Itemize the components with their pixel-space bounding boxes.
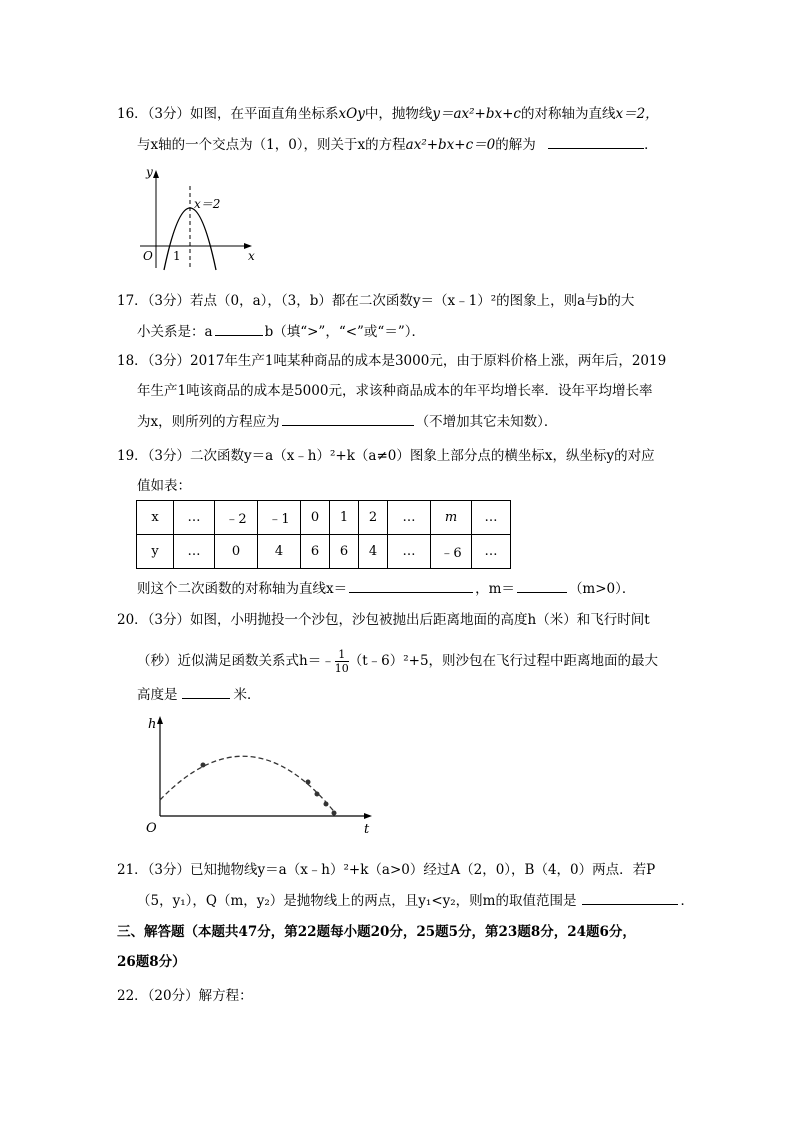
section3-heading-line1: 三、解答题（本题共47分，第22题每小题20分，25题5分，第23题8分，24题6分， (117, 924, 636, 940)
q16-x-label: x (248, 249, 255, 263)
q20-data-point (315, 792, 320, 797)
table-cell: x (137, 501, 174, 535)
table-cell: 0 (215, 535, 258, 569)
q19-line1: 19．（3分）二次函数y＝a（x﹣h）²+k（a≠0）图象上部分点的横坐标x，纵坐标y的对应 (117, 448, 655, 464)
table-cell: ﹣6 (431, 535, 472, 569)
table-cell: 6 (330, 535, 359, 569)
table-cell: … (174, 501, 215, 535)
table-cell: … (388, 501, 431, 535)
q16-one-label: 1 (173, 249, 181, 263)
q16-line2: 与x轴的一个交点为（1，0），则关于x的方程ax²+bx+c＝0的解为 ． (137, 134, 658, 155)
table-cell: 6 (301, 535, 330, 569)
table-cell: … (472, 501, 511, 535)
table-cell: m (431, 501, 472, 535)
table-cell: y (137, 535, 174, 569)
table-cell: … (472, 535, 511, 569)
q17-line1: 17．（3分）若点（0，a），（3，b）都在二次函数y＝（x﹣1）²的图象上，则a与b的大 (117, 293, 635, 309)
q19-table-row-y (137, 535, 511, 569)
q20-line2: （秒）近似满足函数关系式h＝﹣ $\frac{1}{10}$ （t﹣6）²+5，则沙包在飞行过程中距离地面的最大 (137, 648, 659, 675)
q20-line3: 高度是 米． (137, 684, 261, 705)
section3-heading-line2: 26题8分） (117, 954, 186, 970)
q18-line1: 18．（3分）2017年生产1吨某种商品的成本是3000元，由于原料价格上涨，两年后，2019 (117, 353, 667, 369)
q16-answer-blank[interactable] (548, 134, 644, 149)
q16-parabola-figure (136, 164, 260, 274)
q21-answer-blank[interactable] (582, 890, 678, 905)
q20-data-point (201, 763, 206, 768)
q20-t-label: t (364, 822, 370, 836)
table-cell: 1 (330, 501, 359, 535)
q20-line1: 20．（3分）如图，小明抛投一个沙包，沙包被抛出后距离地面的高度h（米）和飞行时间t (117, 612, 650, 628)
q19-axis-blank[interactable] (349, 578, 473, 593)
q17-line2: 小关系是：a b（填“>”，“<”或“＝”）． (137, 321, 425, 342)
q18-line3: 为x，则所列的方程应为 （不增加其它未知数）． (137, 411, 557, 432)
q16-y-arrow-icon (153, 170, 159, 178)
q19-table-row-x (137, 501, 511, 535)
q19-value-table (136, 500, 511, 569)
q18-answer-blank[interactable] (282, 411, 414, 426)
q16-origin-label: O (143, 249, 153, 263)
q21-line1: 21．（3分）已知抛物线y＝a（x﹣h）²+k（a>0）经过A（2，0），B（4，0）两点．若P (117, 862, 656, 878)
q16-line1: 16．（3分）如图，在平面直角坐标系xOy中，抛物线y＝ax²+bx+c的对称轴为直线x＝2， (117, 106, 659, 122)
q20-data-point (324, 802, 329, 807)
q20-trajectory-figure (140, 712, 380, 836)
q20-h-label: h (148, 717, 157, 732)
q17-answer-blank[interactable] (215, 321, 263, 336)
q16-axis-label: x＝2 (194, 197, 221, 211)
table-cell: 2 (359, 501, 388, 535)
q19-m-blank[interactable] (517, 578, 567, 593)
table-cell: … (388, 535, 431, 569)
table-cell: 0 (301, 501, 330, 535)
q18-line2: 年生产1吨该商品的成本是5000元，求该种商品成本的年平均增长率．设年平均增长率 (137, 383, 653, 399)
table-cell: … (174, 535, 215, 569)
q19-line3: 则这个二次函数的对称轴为直线x＝ ，m＝ （m>0）． (137, 578, 635, 599)
q21-line2: （5，y₁），Q（m，y₂）是抛物线上的两点，且y₁<y₂，则m的取值范围是 ． (137, 890, 694, 911)
q20-answer-blank[interactable] (182, 684, 230, 699)
q20-t-arrow-icon (364, 813, 372, 819)
q20-fraction: $\frac{1}{10}$ (334, 648, 349, 675)
table-cell: 4 (359, 535, 388, 569)
table-cell: ﹣1 (258, 501, 301, 535)
q20-origin-label: O (146, 821, 157, 836)
q20-data-point (332, 811, 337, 816)
q20-h-arrow-icon (157, 716, 163, 724)
table-cell: 4 (258, 535, 301, 569)
table-cell: ﹣2 (215, 501, 258, 535)
q20-trajectory-curve (160, 756, 336, 814)
q19-line2: 值如表： (137, 478, 191, 494)
q20-data-point (306, 780, 311, 785)
q16-y-label: y (146, 165, 153, 179)
q22-line1: 22．（20分）解方程： (117, 988, 253, 1004)
